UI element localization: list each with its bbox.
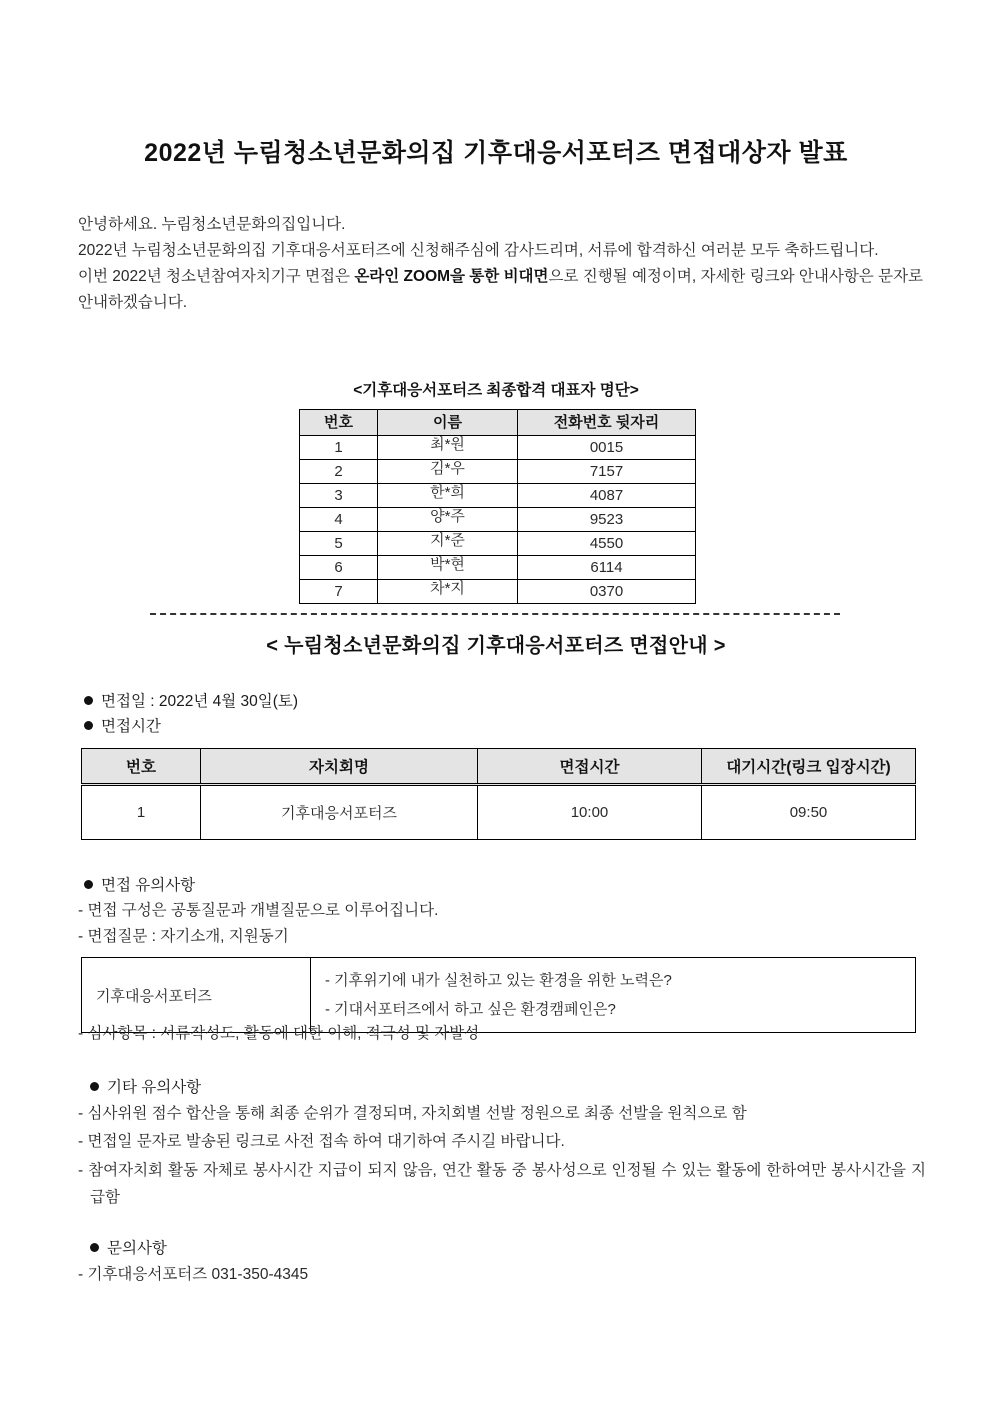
cell-tel: 6114	[518, 556, 696, 580]
table-row	[82, 785, 916, 840]
cell-name: 박*현	[378, 556, 518, 580]
other-note-item-2: - 면접일 문자로 발송된 링크로 사전 접속 하여 대기하여 주시길 바랍니다.	[78, 1133, 565, 1150]
page-title: 2022년 누림청소년문화의집 기후대응서포터즈 면접대상자 발표	[144, 139, 848, 167]
guide-heading: < 누림청소년문화의집 기후대응서포터즈 면접안내 >	[266, 635, 726, 657]
table-row	[300, 532, 696, 556]
interview-date-line: 면접일 : 2022년 4월 30일(토)	[84, 690, 298, 714]
intro-line-3-pre: 이번 2022년 청소년참여자치기구 면접은	[78, 268, 355, 285]
col-header-wait-time: 대기시간(링크 입장시간)	[702, 749, 916, 785]
col-header-tel: 전화번호 뒷자리	[518, 410, 696, 436]
cell-no: 4	[300, 508, 378, 532]
interview-note-item-1: - 면접 구성은 공통질문과 개별질문으로 이루어집니다.	[78, 902, 439, 919]
interview-time-line: 면접시간	[84, 715, 161, 739]
table-header-row	[300, 410, 696, 436]
contact-heading: 문의사항	[90, 1237, 167, 1261]
cell-no: 5	[300, 532, 378, 556]
table-row	[300, 508, 696, 532]
intro-line-3-post: 으로 진행될 예정이며, 자세한 링크와 안내사항은 문자로 안내하겠습니다.	[78, 268, 924, 311]
bullet-dot-icon	[84, 880, 93, 889]
table-row	[300, 460, 696, 484]
bullet-dot-icon	[90, 1082, 99, 1091]
intro-paragraph	[78, 212, 923, 316]
evaluation-criteria-line: - 심사항목 : 서류작성도, 활동에 대한 이해, 적극성 및 자발성	[78, 1025, 480, 1042]
table-header-row	[82, 749, 916, 785]
bullet-dot-icon	[84, 696, 93, 705]
intro-line-3-emphasis: 온라인 ZOOM을 통한 비대면	[354, 268, 549, 285]
cell-tel: 4087	[518, 484, 696, 508]
col-header-council: 자치회명	[201, 749, 478, 785]
intro-line-1: 안녕하세요. 누림청소년문화의집입니다.	[78, 216, 346, 233]
cell-name: 김*우	[378, 460, 518, 484]
cell-no: 1	[300, 436, 378, 460]
cell-council: 기후대응서포터즈	[201, 785, 478, 840]
table-row	[300, 580, 696, 604]
cell-name: 최*원	[378, 436, 518, 460]
intro-line-2: 2022년 누림청소년문화의집 기후대응서포터즈에 신청해주심에 감사드리며, 서류에 합격하신 여러분 모두 축하드립니다.	[78, 242, 879, 259]
question-item-2: - 기대서포터즈에서 하고 싶은 환경캠페인은?	[325, 1001, 616, 1018]
pass-list-caption: <기후대응서포터즈 최종합격 대표자 명단>	[353, 382, 639, 399]
col-header-no: 번호	[82, 749, 201, 785]
cell-interview-time: 10:00	[478, 785, 702, 840]
cell-no: 3	[300, 484, 378, 508]
bullet-dot-icon	[84, 721, 93, 730]
other-note-item-3: - 참여자치회 활동 자체로 봉사시간 지급이 되지 않음, 연간 활동 중 봉사성으로 인정될 수 있는 활동에 한하여만 봉사시간을 지급함	[78, 1162, 926, 1206]
cell-tel: 7157	[518, 460, 696, 484]
intro-line-3	[78, 264, 923, 316]
contact-item-1: - 기후대응서포터즈 031-350-4345	[78, 1266, 309, 1283]
col-header-name: 이름	[378, 410, 518, 436]
cell-tel: 4550	[518, 532, 696, 556]
cell-name: 차*지	[378, 580, 518, 604]
cell-no: 7	[300, 580, 378, 604]
section-divider	[150, 613, 840, 615]
cell-no: 2	[300, 460, 378, 484]
cell-tel: 0015	[518, 436, 696, 460]
cell-no: 1	[82, 785, 201, 840]
table-row	[300, 436, 696, 460]
cell-tel: 0370	[518, 580, 696, 604]
table-row	[300, 556, 696, 580]
bullet-dot-icon	[90, 1243, 99, 1252]
cell-wait-time: 09:50	[702, 785, 916, 840]
schedule-table	[81, 748, 916, 840]
table-row	[300, 484, 696, 508]
cell-name: 한*희	[378, 484, 518, 508]
question-item-1: - 기후위기에 내가 실천하고 있는 환경을 위한 노력은?	[325, 972, 672, 989]
interview-notes-heading: 면접 유의사항	[84, 874, 195, 898]
cell-no: 6	[300, 556, 378, 580]
cell-name: 양*주	[378, 508, 518, 532]
col-header-no: 번호	[300, 410, 378, 436]
other-notes-heading: 기타 유의사항	[90, 1076, 201, 1100]
col-header-interview-time: 면접시간	[478, 749, 702, 785]
other-note-item-1: - 심사위원 점수 합산을 통해 최종 순위가 결정되며, 자치회별 선발 정원으로 최종 선발을 원칙으로 함	[78, 1105, 747, 1122]
interview-note-item-2: - 면접질문 : 자기소개, 지원동기	[78, 928, 289, 945]
cell-name: 지*준	[378, 532, 518, 556]
cell-question-category: 기후대응서포터즈	[82, 958, 311, 1033]
pass-list-table	[299, 409, 696, 604]
cell-tel: 9523	[518, 508, 696, 532]
